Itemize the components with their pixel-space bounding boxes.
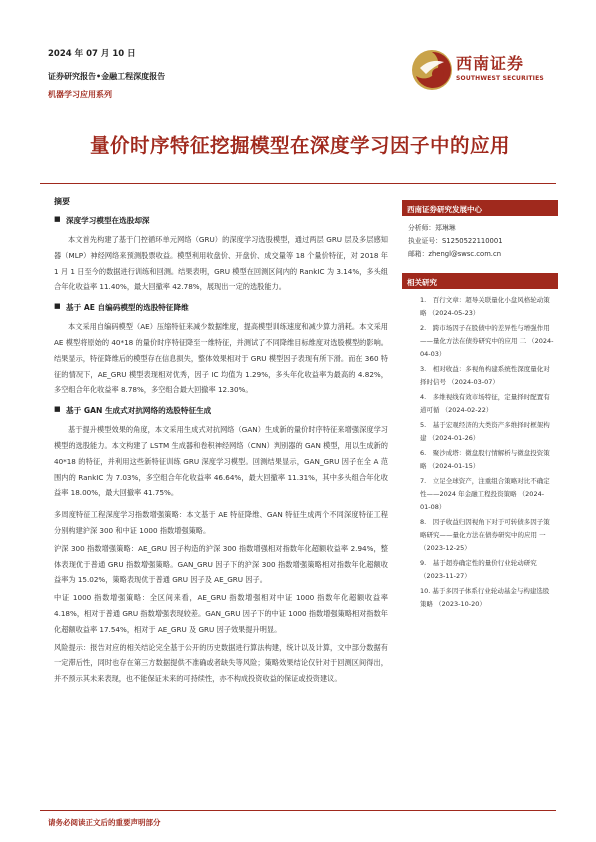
footer-disclaimer: 请务必阅读正文后的重要声明部分 [48, 818, 161, 827]
footer-divider [40, 810, 556, 811]
team-title: 西南证券研究发展中心 [402, 200, 558, 216]
analyst-email[interactable]: 邮箱：zhengl@swsc.com.cn [408, 250, 502, 258]
section-paragraph: 基于提升模型效果的角度，本文采用生成式对抗网络（GAN）生成新的量价时序特征来增强深度学习模型的选股能力。本文构建了 LSTM 生成器和卷积神经网络（CNN）判别器的 GAN 模型，用以生成新的 40*18 的特征，并利用这些新特征训练 GRU 深度学习模型。回测结果显示，GAN_GRU 因子在全 A 范围内的 RankIC 为 7.03%，多空组合年化收益率 46.64%，最大回撤率 11.31%，其中多头组合年化收益率 18.00%，最大回撤率 41.75%。 [54, 425, 388, 498]
analyst-cert: 执业证号：S1250522110001 [408, 237, 503, 245]
section-paragraph: 沪深 300 指数增强策略：AE_GRU 因子构造的沪深 300 指数增强相对指数年化超额收益率 2.94%，整体表现优于普通 GRU 指数增强策略。GAN_GRU 因子下的沪深 300 指数增强策略相对指数年化超额收益率为 15.02%，策略表现优于普通 GRU 因子及 AE_GRU 因子。 [54, 543, 388, 585]
risk-warning: 风险提示：报告对应的相关结论完全基于公开的历史数据进行算法构建，统计以及计算，文中部分数据有一定滞后性，同时也存在第三方数据提供不准确或者缺失等风险；策略效果结论仅针对于回测区间得出，并不预示其未来表现，也不能保证未来的可持续性，亦不构成投资收益的保证或投资建议。 [54, 642, 388, 684]
logo-emblem-icon [410, 48, 454, 92]
list-item[interactable]: 5. 基于宏观经济的大类资产多维择时框架构建 （2024-01-26） [420, 421, 550, 442]
related-research [402, 273, 558, 611]
list-item[interactable]: 8. 因子收益归因视角下对于可转债多因子策略研究——量化方法在债券研究中的应用 一 （2023-12-25） [420, 518, 550, 552]
analyst-name: 分析师：郑琳琳 [408, 224, 456, 232]
section-paragraph: 本文采用自编码模型（AE）压缩特征来减少数据维度，提高模型训练速度和减少算力消耗。本文采用 AE 模型将原始的 40*18 的量价时序特征降至一维特征，并测试了不同降维目标维度对选股模型的影响。结果显示，特征降维后的模型存在信息损失，整体效果相对于 GRU 模型因子表现有所下滑。而在 360 特征的情况下，AE_GRU 模型表现相对优秀，因子 IC 均值为 1.29%，多头年化收益率为最高的 4.82%，多空组合年化收益率 8.78%，多空组合最大回撤率 12.30%。 [54, 322, 388, 395]
summary-column [54, 196, 388, 687]
list-item[interactable]: 3. 相对收益：多视角构建系统性深度量化对择时信号 （2024-03-07） [420, 365, 550, 386]
sidebar [402, 200, 558, 613]
section-heading: ■ 深度学习模型在选股却深 [54, 215, 388, 226]
list-item[interactable]: 9. 基于超券确定性的量价行业轮动研究 （2023-11-27） [420, 559, 537, 580]
section-paragraph: 多周度特征工程深度学习指数增强策略：本文基于 AE 特征降维、GAN 特征生成两个不同深度特征工程分别构建沪深 300 和中证 1000 指数增强策略。 [54, 510, 388, 535]
section-heading: ■ 基于 AE 自编码模型的选股特征降维 [54, 302, 388, 313]
section-paragraph: 中证 1000 指数增强策略：全区间来看，AE_GRU 指数增强相对中证 1000 指数年化超额收益率 4.18%，相对于普通 GRU 指数增强表现较差。GAN_GRU 因子下的中证 1000 指数增强策略相对指数年化超额收益率 17.54%，相对于 AE_GRU 及 GRU 因子效果提升明显。 [54, 593, 388, 634]
report-series: 证券研究报告•金融工程深度报告 [48, 72, 166, 81]
page-title: 量价时序特征挖掘模型在深度学习因子中的应用 [89, 134, 510, 157]
report-date: 2024 年 07 月 10 日 [48, 49, 136, 59]
list-item[interactable]: 7. 立足全球资产，注重组合策略对比不确定性——2024 年金融工程投资策略 （2024-01-08） [420, 477, 550, 511]
report-subseries: 机器学习应用系列 [48, 90, 112, 99]
list-item[interactable]: 6. 聚沙成塔：微盘股行情解析与微盘投资策略 （2024-01-15） [420, 449, 550, 470]
title-divider [40, 183, 556, 184]
list-item[interactable]: 1. 百行文章：超导关联量化小盘风格轮动策略 （2024-05-23） [420, 296, 550, 317]
logo-name-cn: 西南证券 [456, 54, 525, 73]
summary-label: 摘要 [54, 197, 70, 206]
analyst-info [402, 216, 558, 261]
section-paragraph: 本文首先构建了基于门控循环单元网络（GRU）的深度学习选股模型，通过两层 GRU 层及多层感知器（MLP）神经网络来预测股票收益。模型利用收盘价、开盘价、成交量等 18 个量价特征，对 2018 年 1 月 1 日至今的数据进行训练和回测。结果表明，GRU 模型在回测区间内的 RankIC 为 3.14%，多头组合年化收益率 11.40%，最大回撤率 42.78%，展现出一定的选股能力。 [54, 235, 388, 292]
related-list [402, 289, 558, 611]
section-heading: ■ 基于 GAN 生成式对抗网络的选股特征生成 [54, 405, 388, 416]
list-item[interactable]: 10. 基于多因子体系行业轮动基金与构建选股策略 （2023-10-20） [420, 587, 550, 608]
logo-name-en: SOUTHWEST SECURITIES [456, 75, 544, 82]
list-item[interactable]: 2. 跨市场因子在股债中的差异性与增强作用——量化方法在债券研究中的应用 二 （2024-04-03） [420, 324, 554, 358]
related-title: 相关研究 [402, 273, 558, 289]
list-item[interactable]: 4. 多维视线有效市场特征，定量择时配置有道可循 （2024-02-22） [420, 393, 550, 414]
